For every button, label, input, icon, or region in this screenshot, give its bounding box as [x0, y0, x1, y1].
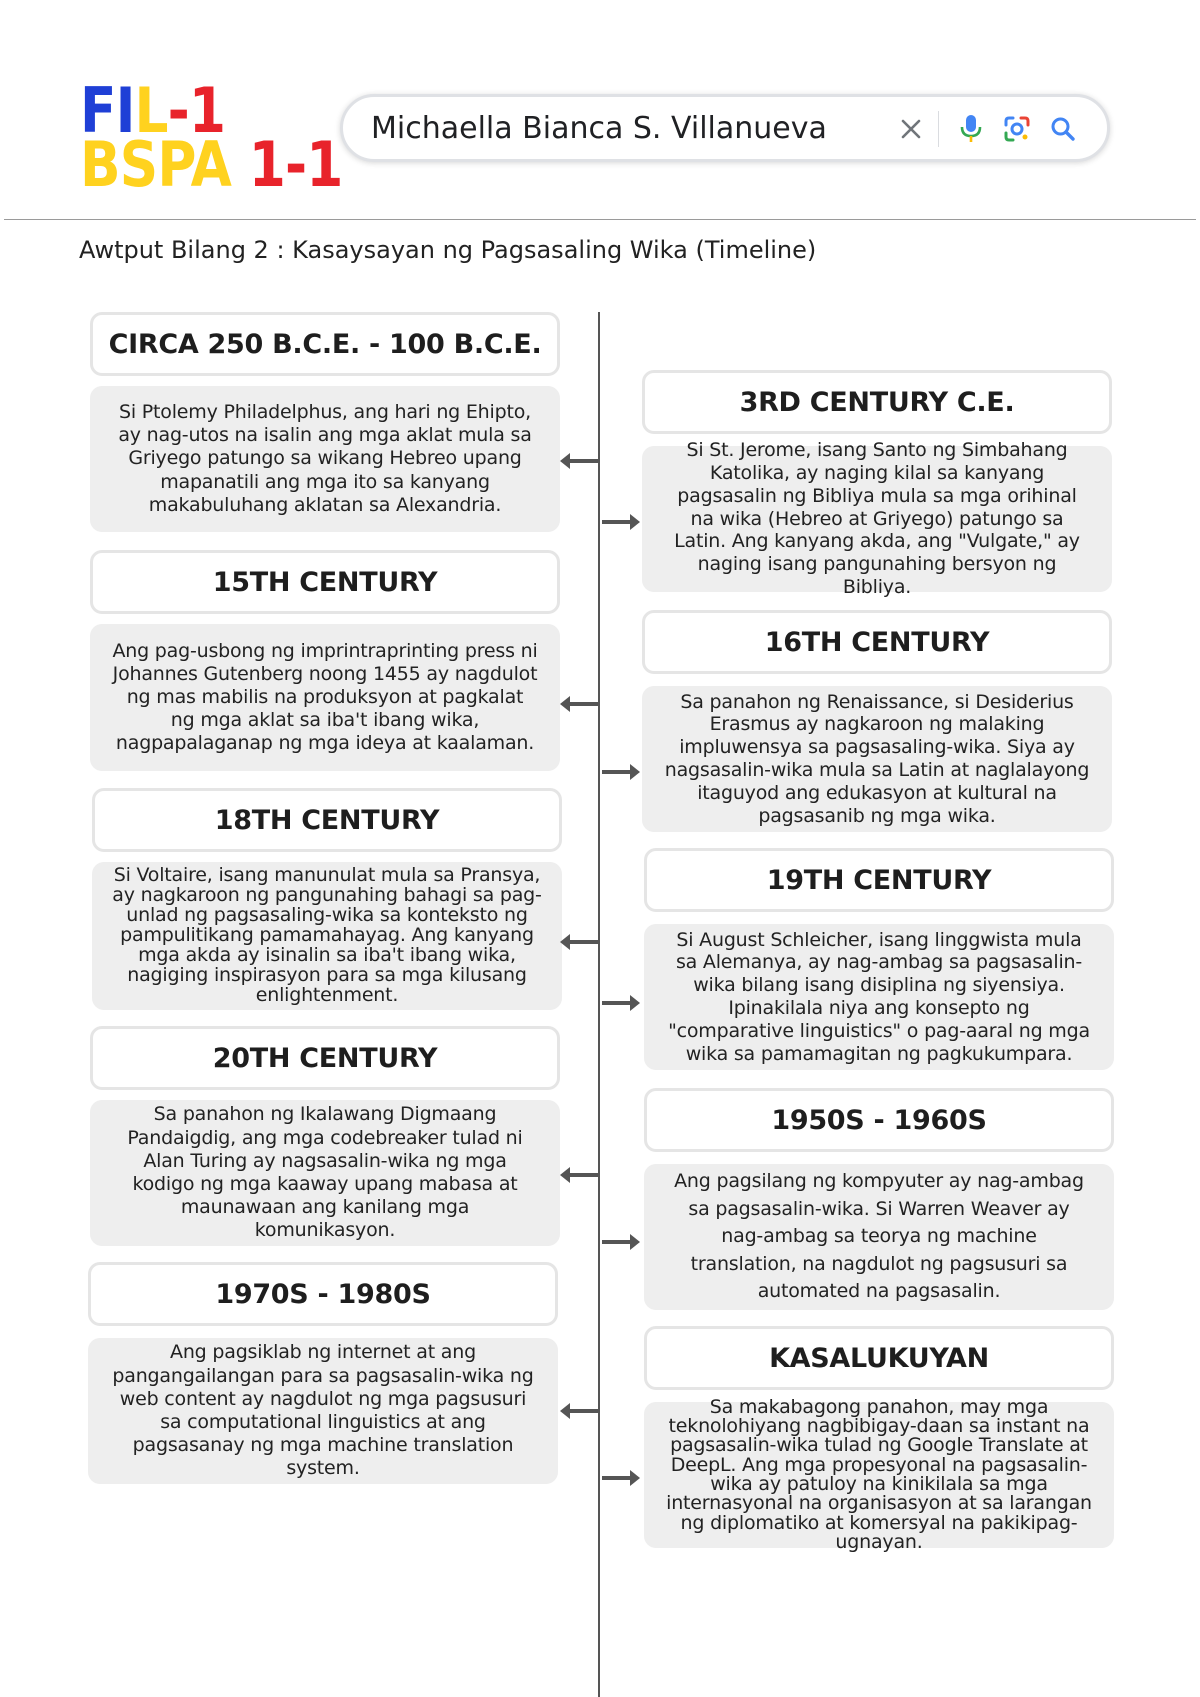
timeline-text-left-1: Si Ptolemy Philadelphus, ang hari ng Ehipto, ay nag-utos na isalin ang mga aklat mula sa Griyego patungo sa wikang Hebreo upang mapanatili ang mga ito sa kanyang makabuluhang aklatan sa Alexandria. [90, 386, 560, 532]
search-bar[interactable] [340, 94, 1110, 162]
arrow-left-icon [558, 932, 600, 952]
search-icon[interactable] [1047, 113, 1079, 145]
timeline-title-right-5: KASALUKUYAN [644, 1326, 1114, 1390]
timeline-title-left-2: 15TH CENTURY [90, 550, 560, 614]
arrow-right-icon [600, 1468, 642, 1488]
search-divider [938, 111, 939, 147]
timeline-title-left-3: 18TH CENTURY [92, 788, 562, 852]
arrow-right-icon [600, 993, 642, 1013]
timeline-text-left-3: Si Voltaire, isang manunulat mula sa Pransya, ay nagkaroon ng pangunahing bahagi sa pag-unlad ng pagsasaling-wika sa konteksto ng pampulitikang pamamahayag. Ang kanyang mga akda ay isinalin sa iba't ibang wika, nagiging inspirasyon para sa mga kilusang enlightenment. [92, 862, 562, 1010]
logo-course-code: FIL-1 [80, 74, 226, 147]
timeline-title-right-3: 19TH CENTURY [644, 848, 1114, 912]
search-input[interactable]: Michaella Bianca S. Villanueva [371, 111, 827, 146]
arrow-left-icon [558, 694, 600, 714]
timeline-title-right-1: 3RD CENTURY C.E. [642, 370, 1112, 434]
timeline-title-left-1: CIRCA 250 B.C.E. - 100 B.C.E. [90, 312, 560, 376]
close-icon[interactable] [895, 113, 927, 145]
arrow-right-icon [600, 762, 642, 782]
timeline-text-left-2: Ang pag-usbong ng imprintraprinting press ni Johannes Gutenberg noong 1455 ay nagdulot ng mas mabilis na produksyon at pagkalat ng mga aklat sa iba't ibang wika, nagpapalaganap ng mga ideya at kaalaman. [90, 624, 560, 771]
arrow-left-icon [558, 1401, 600, 1421]
timeline-text-right-2: Sa panahon ng Renaissance, si Desiderius Erasmus ay nagkaroon ng malaking impluwensya sa pagsasaling-wika. Siya ay nagsasalin-wika mula sa Latin at naglalayong itaguyod ang edukasyon at kultural na pagsasanib ng mga wika. [642, 686, 1112, 832]
timeline-text-left-5: Ang pagsiklab ng internet at ang pangangailangan para sa pagsasalin-wika ng web content ay nagdulot ng mga pagsusuri sa computational linguistics at ang pagsasanay ng mga machine translation system. [88, 1338, 558, 1484]
arrow-right-icon [600, 512, 642, 532]
header-divider [4, 219, 1196, 220]
timeline-title-left-4: 20TH CENTURY [90, 1026, 560, 1090]
timeline-text-right-5: Sa makabagong panahon, may mga teknolohiyang nagbibigay-daan sa instant na pagsasalin-wika tulad ng Google Translate at DeepL. Ang mga propesyonal na pagsasalin-wika ay patuloy na kinikilala sa mga internasyonal na organisasyon at sa larangan ng diplomatiko at komersyal na pakikipag-ugnayan. [644, 1402, 1114, 1548]
timeline-title-left-5: 1970S - 1980S [88, 1262, 558, 1326]
timeline-text-right-3: Si August Schleicher, isang linggwista mula sa Alemanya, ay nag-ambag sa pagsasalin-wika bilang isang disiplina ng siyensiya. Ipinakilala niya ang konsepto ng "comparative linguistics" o pag-aaral ng mga wika sa pamamagitan ng pagkukumpara. [644, 924, 1114, 1070]
microphone-icon[interactable] [955, 113, 987, 145]
logo-section: BSPA 1-1 [80, 128, 343, 201]
arrow-right-icon [600, 1232, 642, 1252]
page-subtitle: Awtput Bilang 2 : Kasaysayan ng Pagsasaling Wika (Timeline) [79, 236, 817, 264]
arrow-left-icon [558, 1165, 600, 1185]
lens-icon[interactable] [1001, 113, 1033, 145]
timeline-text-right-1: Si St. Jerome, isang Santo ng Simbahang Katolika, ay naging kilal sa kanyang pagsasalin ng Bibliya mula sa mga orihinal na wika (Hebreo at Griyego) patungo sa Latin. Ang kanyang akda, ang "Vulgate," ay naging isang pangunahing bersyon ng Bibliya. [642, 446, 1112, 592]
timeline-title-right-2: 16TH CENTURY [642, 610, 1112, 674]
timeline-text-right-4: Ang pagsilang ng kompyuter ay nag-ambag sa pagsasalin-wika. Si Warren Weaver ay nag-ambag sa teorya ng machine translation, na nagdulot ng pagsusuri sa automated na pagsasalin. [644, 1164, 1114, 1310]
arrow-left-icon [558, 451, 600, 471]
timeline-title-right-4: 1950S - 1960S [644, 1088, 1114, 1152]
timeline-text-left-4: Sa panahon ng Ikalawang Digmaang Pandaigdig, ang mga codebreaker tulad ni Alan Turing ay nagsasalin-wika ng mga kodigo ng mga kaaway upang mabasa at maunawaan ang kanilang mga komunikasyon. [90, 1100, 560, 1246]
